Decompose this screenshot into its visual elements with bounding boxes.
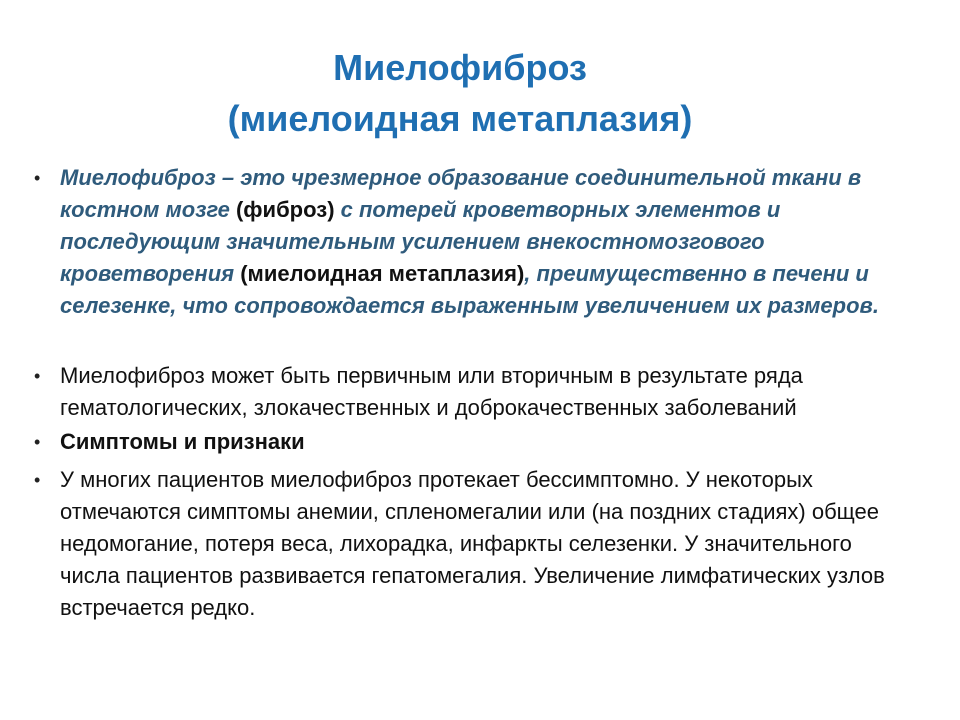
bullet-text: Миелофиброз может быть первичным или вторичным в результате ряда гематологических, злокачественных и доброкачественных заболеваний xyxy=(60,363,803,420)
symptoms-heading: Симптомы и признаки xyxy=(60,429,305,454)
bullet-text: У многих пациентов миелофиброз протекает бессимптомно. У некоторых отмечаются симптомы анемии, спленомегалии или (на поздних стадиях) общее недомогание, потеря веса, лихорадка, инфаркты селезенки. У значительного числа пациентов развивается гепатомегалия. Увеличение лимфатических узлов встречается редко. xyxy=(60,467,885,620)
definition-text-part2: с потерей кроветворных элементов и последующим значительным усилением внекостномозгового кроветворения xyxy=(60,197,781,286)
definition-text-part3: , преимущественно в печени и селезенке, что сопровождается выраженным увеличением их размеров. xyxy=(60,261,879,318)
bullet-marker: • xyxy=(34,432,41,452)
bullet-symptoms-description xyxy=(30,464,910,624)
bullet-marker: • xyxy=(34,168,41,188)
bullet-marker: • xyxy=(34,366,41,386)
slide-title: Миелофиброз xyxy=(333,47,587,88)
bullet-symptoms-heading xyxy=(30,426,910,458)
slide-subtitle: (миелоидная метаплазия) xyxy=(227,98,693,139)
definition-metaplasia-term: (миелоидная метаплазия) xyxy=(240,261,525,286)
definition-fibrosis-term: (фиброз) xyxy=(235,197,335,222)
bullet-primary-secondary xyxy=(30,360,910,424)
bullet-list xyxy=(30,162,910,624)
bullet-marker: • xyxy=(34,470,41,490)
bullet-definition xyxy=(30,162,910,322)
definition-text-part1: Миелофиброз – это чрезмерное образование соединительной ткани в костном мозге xyxy=(60,165,862,222)
